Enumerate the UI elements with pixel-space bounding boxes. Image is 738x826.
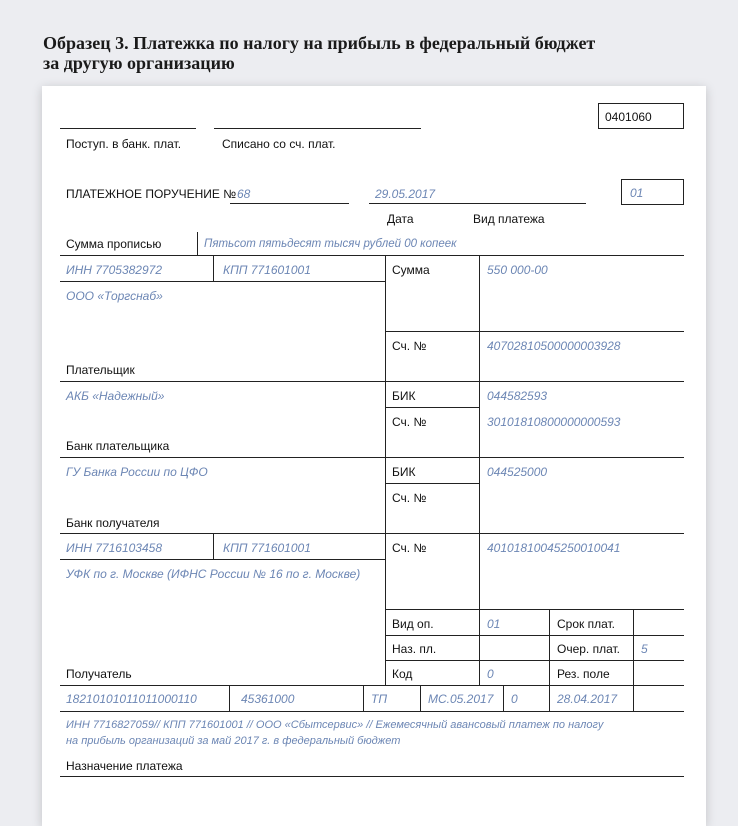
date-label: Дата	[387, 212, 414, 226]
grid-line	[60, 711, 684, 712]
form-code: 0401060	[605, 110, 652, 124]
grid-vline	[479, 255, 480, 685]
order-label: ПЛАТЕЖНОЕ ПОРУЧЕНИЕ №	[66, 187, 237, 201]
payer-bank-label: Банк плательщика	[66, 439, 170, 453]
payment-type-line	[466, 203, 586, 204]
sum-label: Сумма	[392, 263, 430, 277]
status-value: 01	[630, 186, 644, 200]
order-number-line	[230, 203, 349, 204]
tax-period: МС.05.2017	[428, 692, 494, 706]
purpose-code-label: Наз. пл.	[392, 642, 437, 656]
tax-doc-date: 28.04.2017	[557, 692, 618, 706]
grid-line	[60, 255, 684, 256]
recipient-inn: ИНН 7716103458	[66, 541, 162, 555]
tax-doc-number: 0	[511, 692, 518, 706]
grid-line	[385, 635, 684, 636]
recipient-bank-label: Банк получателя	[66, 516, 160, 530]
tax-vline	[503, 685, 504, 711]
recipient-bik-label: БИК	[392, 465, 416, 479]
debited-line	[214, 128, 421, 129]
amount-words-label: Сумма прописью	[66, 237, 162, 251]
page-title	[43, 33, 723, 73]
tax-vline	[420, 685, 421, 711]
reserve-label: Рез. поле	[557, 667, 610, 681]
purpose-line-1: ИНН 7716827059// КПП 771601001 // ООО «Сбытсервис» // Ежемесячный авансовый платеж по налогу	[66, 719, 604, 731]
payer-name: ООО «Торгснаб»	[66, 289, 163, 303]
op-type-label: Вид оп.	[392, 617, 434, 631]
grid-line	[385, 331, 684, 332]
payer-bank-name: АКБ «Надежный»	[66, 389, 165, 403]
recipient-bank-name: ГУ Банка России по ЦФО	[66, 465, 208, 479]
op-type-value: 01	[487, 617, 501, 631]
priority-value: 5	[641, 642, 648, 656]
recipient-bik-value: 044525000	[487, 465, 548, 479]
grid-line	[385, 407, 479, 408]
grid-line	[60, 457, 684, 458]
recipient-account-value: 40101810045250010041	[487, 541, 621, 555]
grid-line	[60, 533, 684, 534]
debited-label: Списано со сч. плат.	[222, 137, 336, 151]
received-label: Поступ. в банк. плат.	[66, 137, 182, 151]
recipient-name: УФК по г. Москве (ИФНС России № 16 по г. Москве)	[66, 567, 361, 581]
purpose-label: Назначение платежа	[66, 759, 183, 773]
grid-line	[385, 483, 479, 484]
recipient-kpp: КПП 771601001	[223, 541, 311, 555]
payment-type-label: Вид платежа	[473, 212, 545, 226]
payer-label: Плательщик	[66, 363, 135, 377]
payer-bik-value: 044582593	[487, 389, 548, 403]
sum-value: 550 000-00	[487, 263, 548, 277]
tax-vline	[363, 685, 364, 711]
payer-account-label: Сч. №	[392, 339, 427, 353]
form-code-box	[598, 103, 684, 129]
order-number: 68	[237, 187, 251, 201]
grid-vline	[213, 255, 214, 281]
title-line-2: за другую организацию	[43, 53, 235, 73]
status-box	[621, 179, 684, 205]
grid-vline	[385, 255, 386, 685]
grid-line	[60, 776, 684, 777]
recipient-label: Получатель	[66, 667, 132, 681]
amount-words: Пятьсот пятьдесят тысяч рублей 00 копеек	[204, 238, 457, 250]
payer-inn: ИНН 7705382972	[66, 263, 162, 277]
term-label: Срок плат.	[557, 617, 616, 631]
payer-bik-label: БИК	[392, 389, 416, 403]
payer-kpp: КПП 771601001	[223, 263, 311, 277]
tax-kbk: 18210101011011000110	[66, 692, 197, 706]
received-line	[60, 128, 196, 129]
tax-vline	[229, 685, 230, 711]
payer-bank-account-label: Сч. №	[392, 415, 427, 429]
tax-vline	[633, 685, 634, 711]
priority-label: Очер. плат.	[557, 642, 621, 656]
title-line-1: Образец 3. Платежка по налогу на прибыль в федеральный бюджет	[43, 33, 596, 53]
tax-oktmo: 45361000	[241, 692, 295, 706]
tax-vline	[549, 685, 550, 711]
purpose-line-2: на прибыль организаций за май 2017 г. в федеральный бюджет	[66, 735, 401, 747]
code-label: Код	[392, 667, 413, 681]
grid-line	[60, 281, 385, 282]
order-date: 29.05.2017	[375, 187, 436, 201]
grid-line	[60, 381, 684, 382]
grid-line	[60, 559, 385, 560]
grid-line	[385, 660, 684, 661]
tax-basis: ТП	[371, 692, 388, 706]
grid-line	[385, 609, 684, 610]
grid-vline	[213, 533, 214, 559]
payer-bank-account-value: 30101810800000000593	[487, 415, 621, 429]
amount-words-divider	[197, 232, 198, 256]
recipient-bank-account-label: Сч. №	[392, 491, 427, 505]
grid-line	[60, 685, 684, 686]
payer-account-value: 40702810500000003928	[487, 339, 621, 353]
code-value: 0	[487, 667, 494, 681]
recipient-account-label: Сч. №	[392, 541, 427, 555]
payment-order-form	[42, 86, 706, 826]
